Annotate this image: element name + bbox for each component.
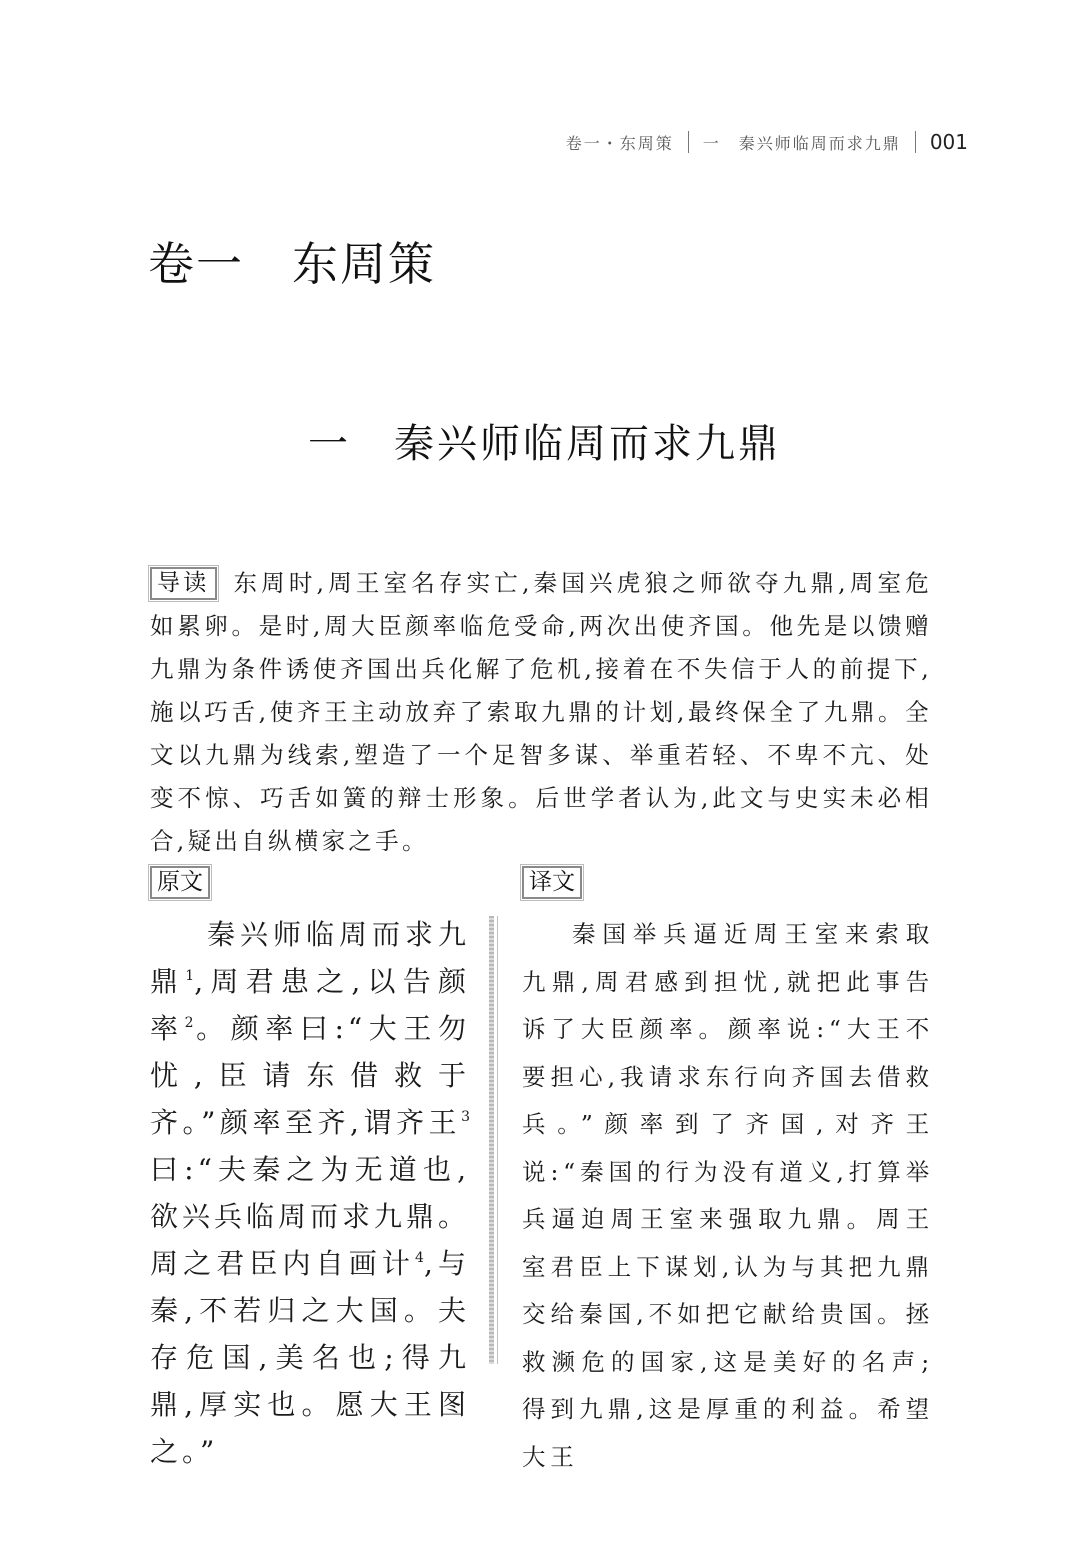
footnote-marker[interactable]: 2 bbox=[184, 1015, 194, 1031]
running-head-separator bbox=[915, 131, 916, 153]
translation-body: 秦国举兵逼近周王室来索取九鼎,周君感到担忧,就把此事告诉了大臣颜率。颜率说:“大王不要担心,我请求东行向齐国去借救兵。”颜率到了齐国,对齐王说:“秦国的行为没有道义,打算举兵逼迫周王室来强取九鼎。周王室君臣上下谋划,认为与其把九鼎交给秦国,不如把它献给贵国。拯救濒危的国家,这是美好的名声;得到九鼎,这是厚重的利益。希望大王 bbox=[522, 920, 934, 1471]
page-number: 001 bbox=[929, 130, 968, 154]
column-divider-line bbox=[497, 916, 498, 1364]
running-head bbox=[566, 128, 968, 156]
chapter-title: 卷一 东周策 bbox=[148, 237, 436, 291]
footnote-marker[interactable]: 1 bbox=[185, 968, 195, 984]
running-head-volume: 卷一・东周策 bbox=[565, 133, 674, 153]
column-divider bbox=[489, 916, 494, 1364]
intro-text: 东周时,周王室名存实亡,秦国兴虎狼之师欲夺九鼎,周室危如累卵。是时,周大臣颜率临危受命,两次出使齐国。他先是以馈赠九鼎为条件诱使齐国出兵化解了危机,接着在不失信于人的前提下,施以巧舌,使齐王主动放弃了索取九鼎的计划,最终保全了九鼎。全文以九鼎为线索,塑造了一个足智多谋、举重若轻、不卑不亢、处变不惊、巧舌如簧的辩士形象。后世学者认为,此文与史实未必相合,疑出自纵横家之手。 bbox=[150, 569, 932, 855]
original-segment: ,周君患之,以告颜率 bbox=[150, 965, 470, 1045]
intro-label-badge: 导读 bbox=[150, 567, 217, 600]
intro-paragraph bbox=[150, 562, 932, 863]
original-text bbox=[150, 911, 470, 1475]
translation-text bbox=[522, 911, 934, 1481]
running-head-chapter: 一 秦兴师临周而求九鼎 bbox=[702, 133, 901, 153]
original-segment: 。颜率曰:“大王勿忧,臣请东借救于齐。”颜率至齐,谓齐王 bbox=[150, 1012, 470, 1139]
original-segment: 秦兴师临周而求九鼎 bbox=[150, 918, 470, 998]
original-segment: ,与秦,不若归之大国。夫存危国,美名也;得九鼎,厚实也。愿大王图之。” bbox=[150, 1247, 470, 1468]
original-segment: 曰:“夫秦之为无道也,欲兴兵临周而求九鼎。周之君臣内自画计 bbox=[150, 1153, 471, 1280]
section-title: 一 秦兴师临周而求九鼎 bbox=[308, 421, 781, 467]
footnote-marker[interactable]: 3 bbox=[461, 1109, 470, 1125]
footnote-marker[interactable]: 4 bbox=[415, 1250, 424, 1266]
original-label-badge: 原文 bbox=[150, 866, 210, 899]
original-text-column bbox=[150, 866, 470, 1475]
running-head-separator bbox=[688, 131, 689, 153]
translation-column bbox=[522, 866, 934, 1481]
translation-label-badge: 译文 bbox=[522, 866, 582, 899]
